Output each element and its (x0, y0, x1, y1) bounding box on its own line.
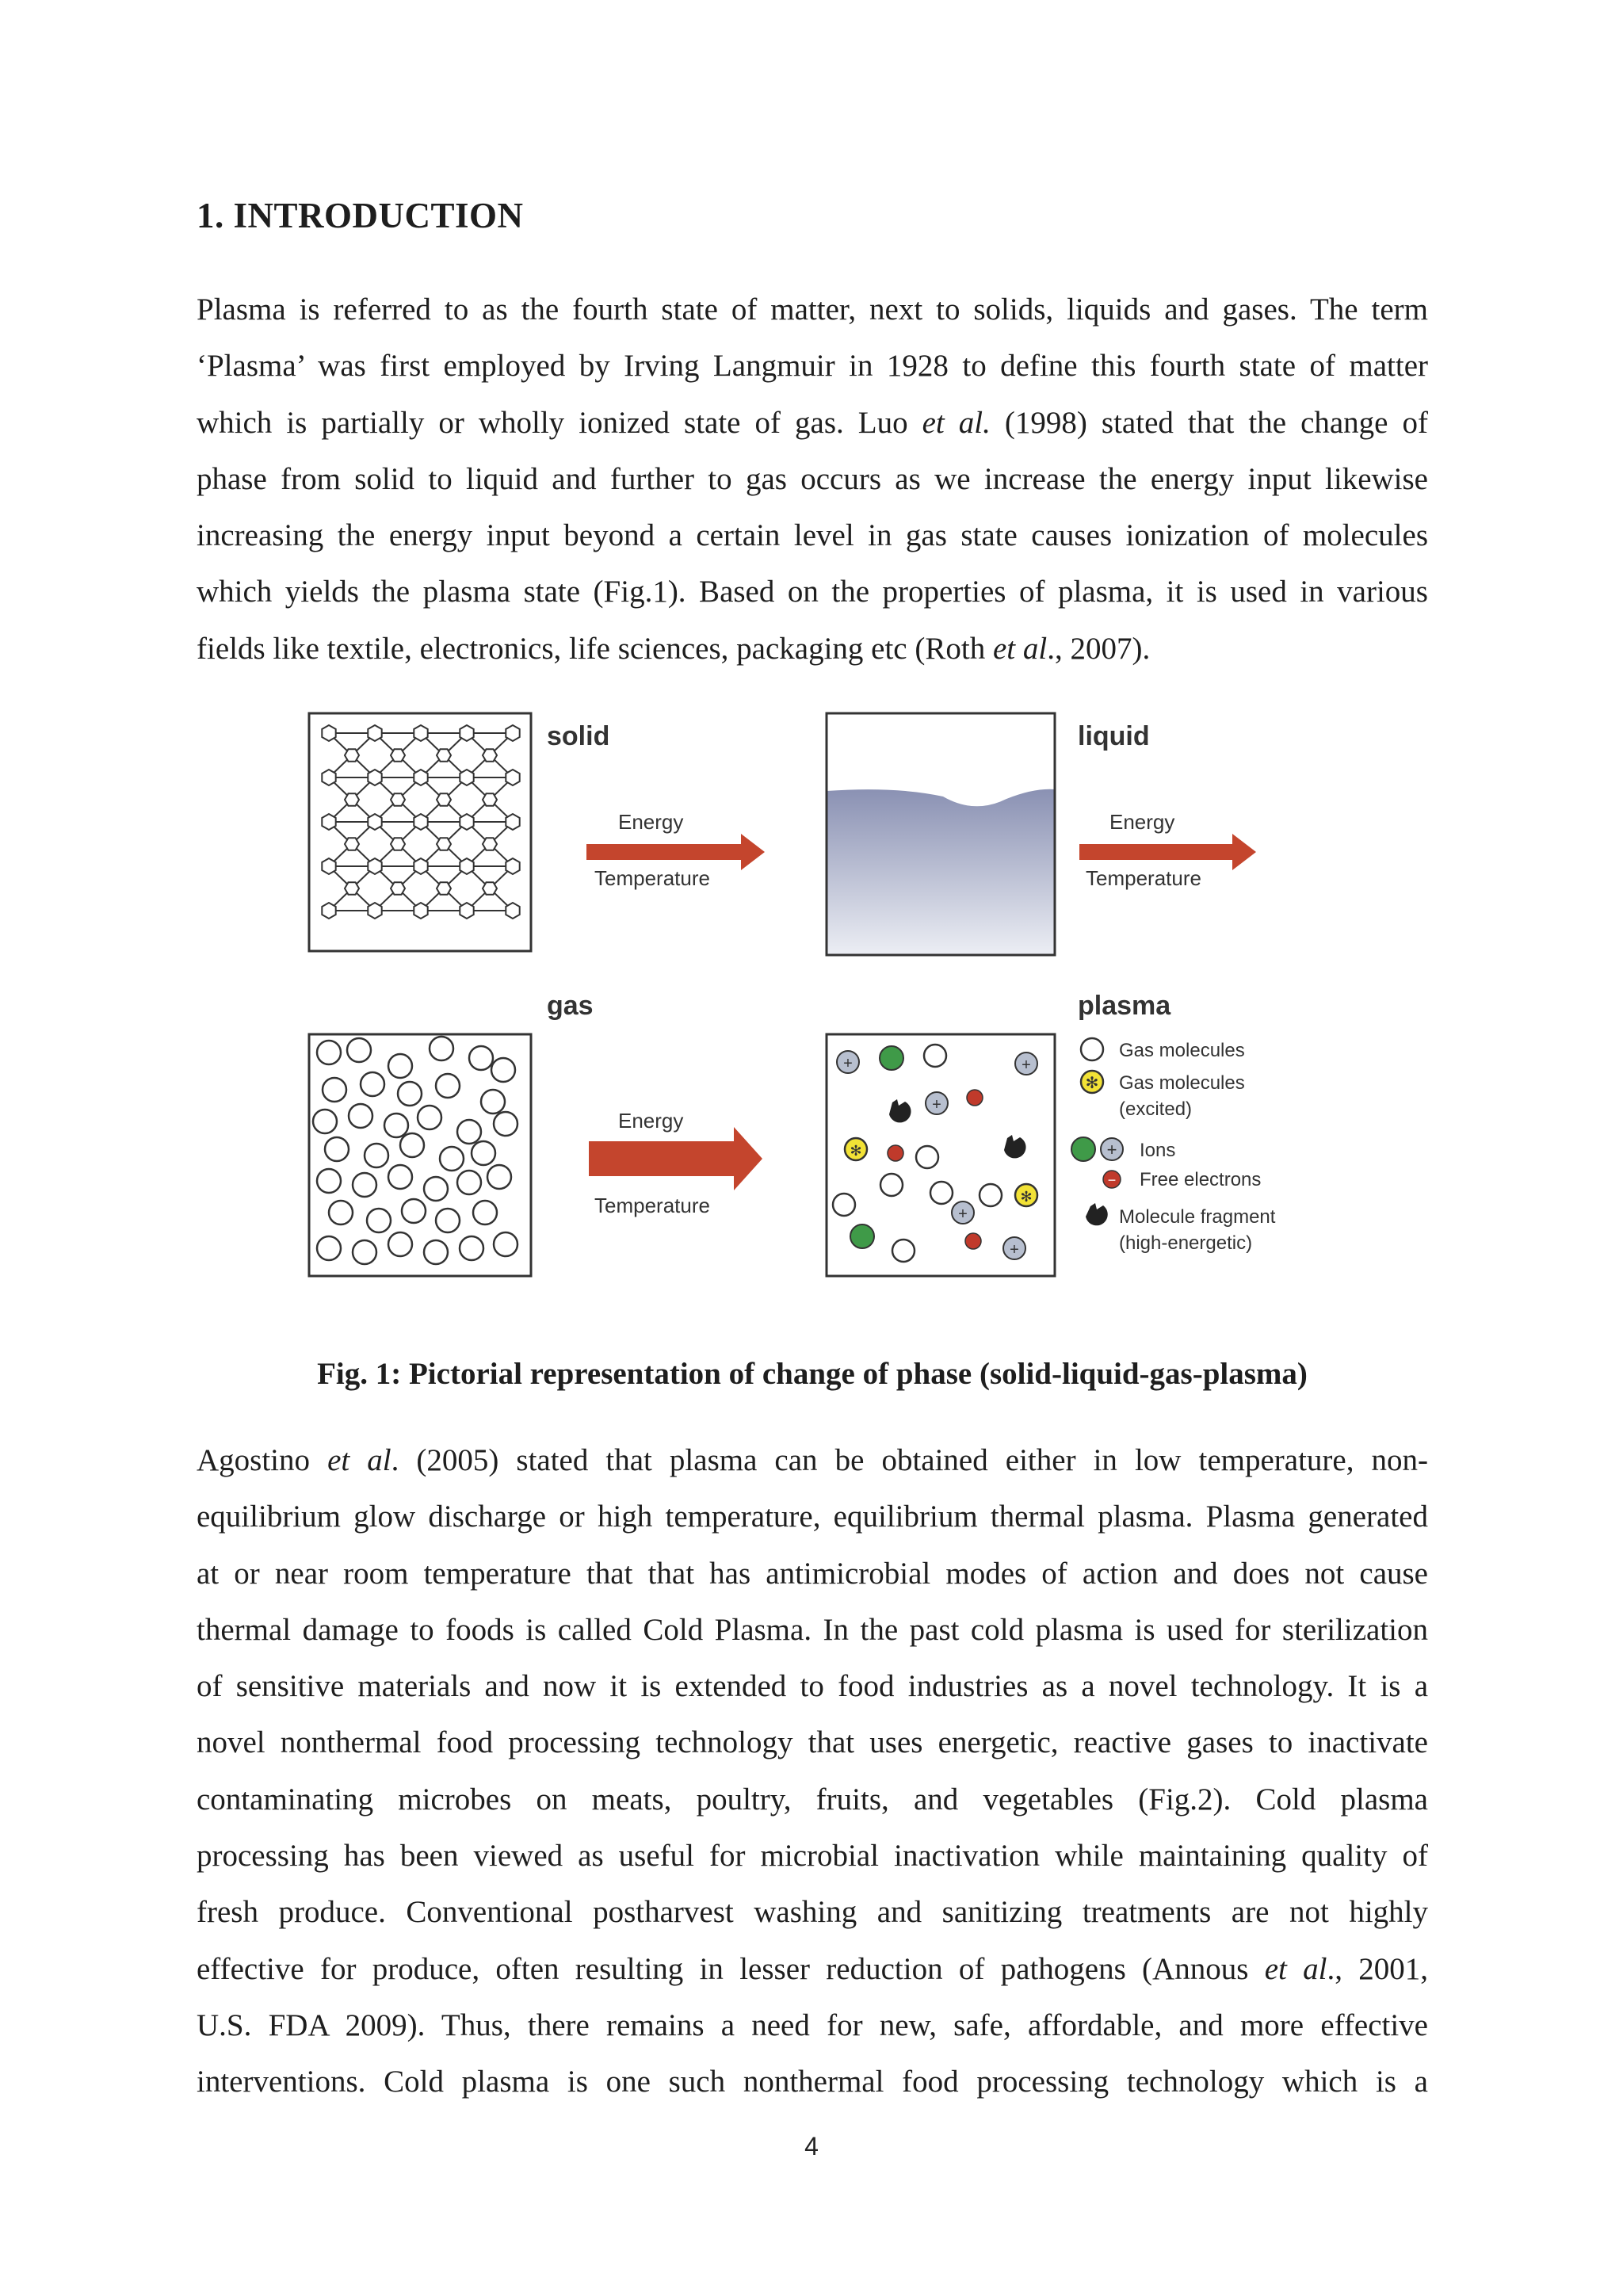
svg-text:+: + (1022, 1056, 1031, 1074)
solid-lattice (309, 713, 531, 951)
svg-text:+: + (958, 1205, 968, 1223)
label-liquid: liquid (1078, 721, 1150, 751)
text-line: fields like textile, electronics, life sciences, packaging etc (Roth et al., 2007). (197, 631, 1151, 666)
plasma-legend (1071, 1038, 1276, 1254)
text-line: of sensitive materials and now it is extended to food industries as a novel technology. It is a (197, 1669, 1428, 1704)
arrow-liquid-next (1079, 810, 1256, 890)
body-paragraph (197, 1432, 1428, 2111)
page-number: 4 (804, 2132, 819, 2160)
legend-excited-line1: Gas molecules (1119, 1072, 1245, 1094)
legend-fragment-icon (1086, 1203, 1108, 1225)
text-line: contaminating microbes on meats, poultry, fruits, and vegetables (Fig.2). Cold plasma (197, 1782, 1428, 1817)
text-line: thermal damage to foods is called Cold Plasma. In the past cold plasma is used for sterilization (197, 1612, 1428, 1647)
text-line: U.S. FDA 2009). Thus, there remains a need for new, safe, affordable, and more effective (197, 2008, 1428, 2042)
svg-text:+: + (932, 1096, 941, 1114)
legend-gas-molecule-icon (1081, 1038, 1103, 1060)
text-line: increasing the energy input beyond a certain level in gas state causes ionization of molecules (197, 518, 1428, 553)
text-line: which is partially or wholly ionized state of gas. Luo et al. (1998) stated that the change of (197, 405, 1429, 440)
arrow-temperature-label: Temperature (1086, 866, 1201, 890)
legend-ions: Ions (1140, 1140, 1176, 1161)
legend-fragment-line2: (high-energetic) (1119, 1232, 1253, 1254)
liquid-container (827, 713, 1055, 955)
svg-text:+: + (1106, 1140, 1117, 1159)
plasma-particles (827, 1034, 1055, 1276)
text-line: which yields the plasma state (Fig.1). Based on the properties of plasma, it is used in various (197, 575, 1428, 609)
legend-excited-line2: (excited) (1119, 1098, 1193, 1120)
arrow-energy-label: Energy (618, 1109, 684, 1133)
legend-fragment-line1: Molecule fragment (1119, 1206, 1276, 1228)
phase-change-figure (293, 697, 1292, 1308)
label-solid: solid (547, 721, 610, 751)
svg-text:✻: ✻ (1020, 1189, 1033, 1205)
text-line: Agostino et al. (2005) stated that plasma can be obtained either in low temperature, non- (197, 1443, 1429, 1477)
text-line: fresh produce. Conventional postharvest washing and sanitizing treatments are not highly (197, 1895, 1428, 1930)
arrow-solid-liquid (586, 810, 765, 890)
legend-negative-ion-icon (1071, 1137, 1095, 1161)
label-plasma: plasma (1078, 991, 1171, 1021)
intro-paragraph (197, 281, 1428, 677)
arrow-temperature-label: Temperature (594, 866, 710, 890)
arrow-energy-label: Energy (1109, 810, 1175, 834)
text-line: at or near room temperature that that has antimicrobial modes of action and does not cause (197, 1556, 1428, 1591)
svg-text:+: + (1010, 1241, 1019, 1259)
figure-caption: Fig. 1: Pictorial representation of change of phase (solid-liquid-gas-plasma) (317, 1357, 1308, 1391)
legend-gas-molecules: Gas molecules (1119, 1040, 1245, 1061)
svg-text:+: + (843, 1055, 853, 1072)
arrow-temperature-label: Temperature (594, 1194, 710, 1217)
arrow-energy-label: Energy (618, 810, 684, 834)
svg-text:✻: ✻ (850, 1143, 862, 1159)
gas-particles (309, 1034, 531, 1276)
label-gas: gas (547, 991, 594, 1021)
text-line: novel nonthermal food processing technology that uses energetic, reactive gases to inactivate (197, 1725, 1428, 1760)
legend-free-electrons: Free electrons (1140, 1169, 1262, 1190)
svg-text:✻: ✻ (1085, 1075, 1099, 1092)
text-line: Plasma is referred to as the fourth state of matter, next to solids, liquids and gases. The term (197, 292, 1428, 327)
text-line: interventions. Cold plasma is one such nonthermal food processing technology which is a (197, 2065, 1428, 2099)
text-line: equilibrium glow discharge or high temperature, equilibrium thermal plasma. Plasma generated (197, 1499, 1428, 1534)
text-line: phase from solid to liquid and further to gas occurs as we increase the energy input likewise (197, 461, 1428, 496)
arrow-gas-plasma (589, 1109, 762, 1217)
text-line: ‘Plasma’ was first employed by Irving Langmuir in 1928 to define this fourth state of matter (197, 349, 1428, 384)
section-heading: 1. INTRODUCTION (197, 196, 524, 235)
text-line: effective for produce, often resulting in lesser reduction of pathogens (Annous et al., 2001, (197, 1951, 1429, 1986)
text-line: processing has been viewed as useful for microbial inactivation while maintaining quality of (197, 1839, 1428, 1874)
svg-text:−: − (1107, 1172, 1117, 1188)
phase-diagram (293, 697, 1292, 1308)
